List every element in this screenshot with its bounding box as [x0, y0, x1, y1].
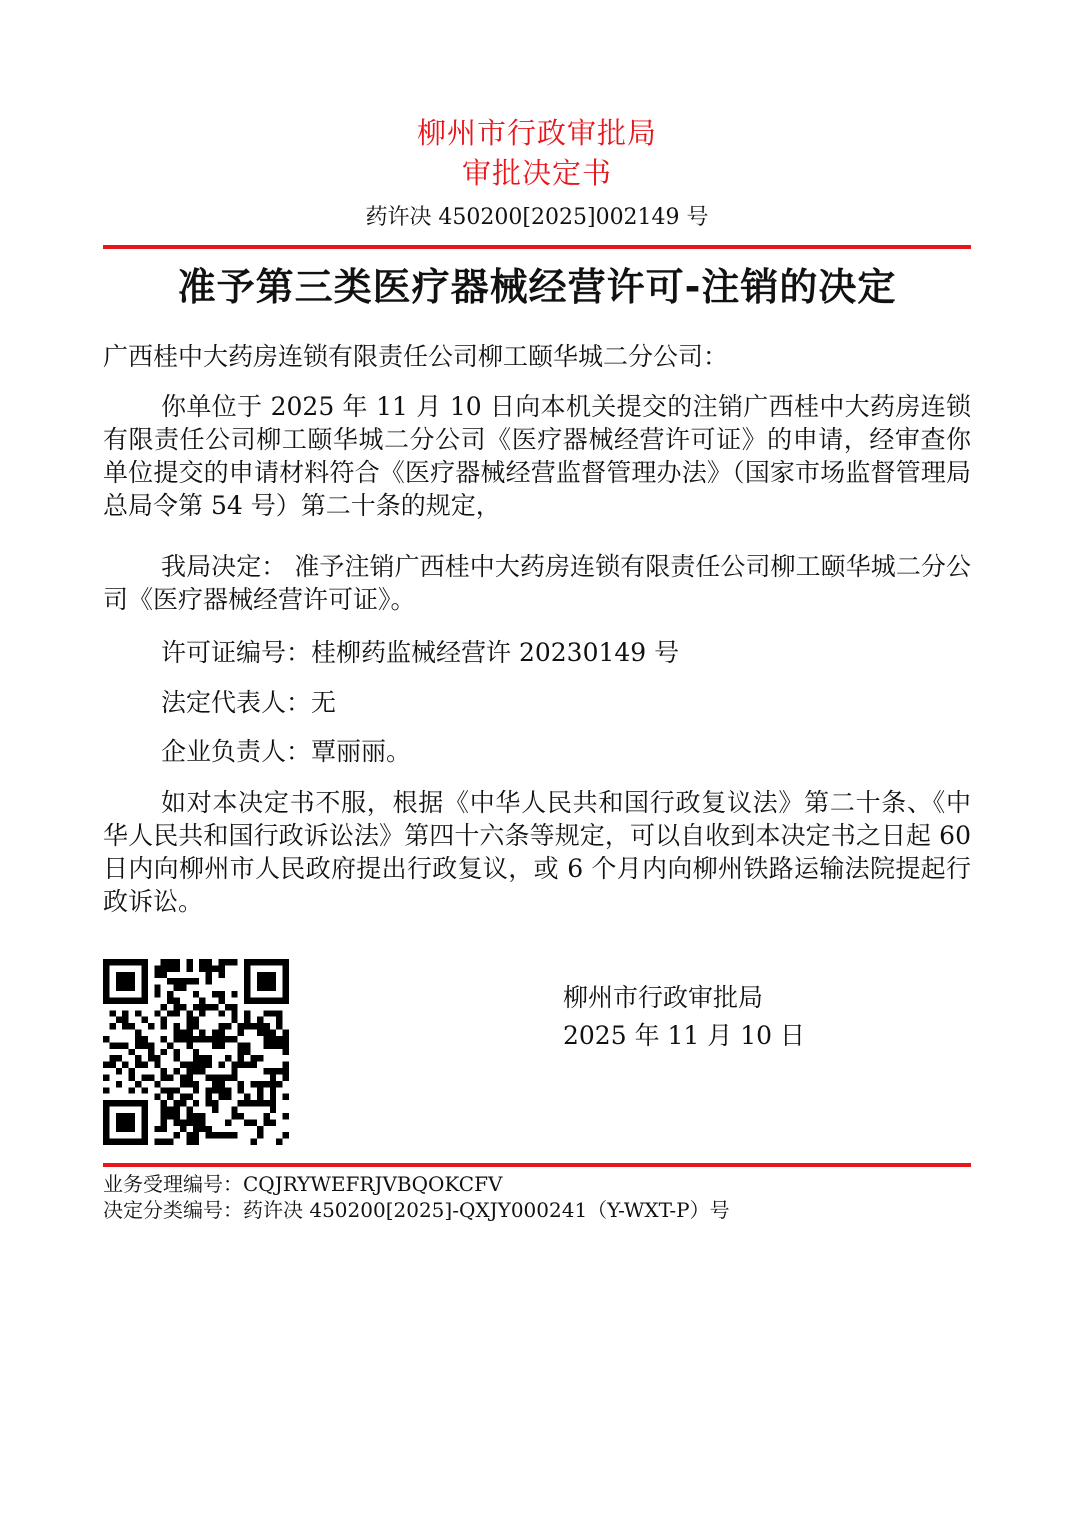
- appeal-paragraph: 如对本决定书不服，根据《中华人民共和国行政复议法》第二十条、《中华人民共和国行政诉讼法》第四十六条等规定，可以自收到本决定书之日起 60 日内向柳州市人民政府提出行政复议，或 6 个月内向柳州铁路运输法院提起行政诉讼。: [103, 788, 971, 916]
- qr-code-icon: [103, 959, 289, 1145]
- responsible-person-line: 企业负责人：覃丽丽。: [161, 737, 412, 766]
- legal-representative-line: 法定代表人：无: [161, 688, 337, 717]
- license-number-line: 许可证编号：桂柳药监械经营许 20230149 号: [161, 638, 680, 667]
- decision-paragraph: 我局决定： 准予注销广西桂中大药房连锁有限责任公司柳工颐华城二分公司《医疗器械经营许可证》。: [103, 552, 971, 614]
- top-red-divider: [103, 245, 971, 249]
- addressee: 广西桂中大药房连锁有限责任公司柳工颐华城二分公司：: [103, 342, 729, 371]
- application-paragraph: 你单位于 2025 年 11 月 10 日向本机关提交的注销广西桂中大药房连锁有限责任公司柳工颐华城二分公司《医疗器械经营许可证》的申请，经审查你单位提交的申请材料符合《医疗器械经营监督管理办法》（国家市场监督管理局总局令第 54 号）第二十条的规定，: [103, 392, 971, 520]
- signature-agency: 柳州市行政审批局: [563, 983, 764, 1012]
- bottom-red-divider: [103, 1163, 971, 1167]
- decision-title: 准予第三类医疗器械经营许可-注销的决定: [177, 265, 897, 309]
- acceptance-number: 业务受理编号：CQJRYWEFRJVBQOKCFV: [103, 1172, 503, 1196]
- classification-number: 决定分类编号：药许决 450200[2025]-QXJY000241（Y-WXT-P）号: [103, 1198, 730, 1222]
- document-type-title: 审批决定书: [461, 156, 612, 190]
- document-number: 药许决 450200[2025]002149 号: [365, 205, 709, 230]
- agency-header-title: 柳州市行政审批局: [416, 116, 657, 150]
- signature-date: 2025 年 11 月 10 日: [563, 1021, 805, 1050]
